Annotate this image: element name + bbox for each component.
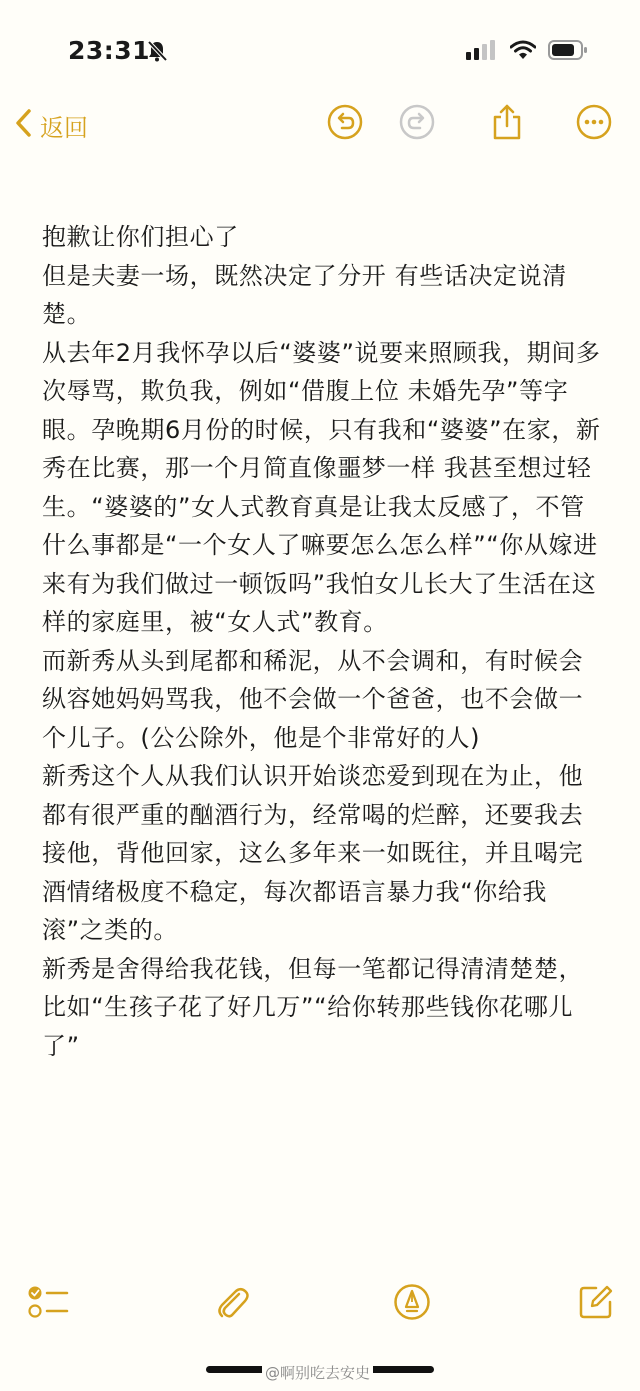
note-paragraph: 新秀这个人从我们认识开始谈恋爱到现在为止，他都有很严重的酗酒行为，经常喝的烂醉，还要我去接他，背他回家，这么多年来一如既往，并且喝完酒情绪极度不稳定，每次都语言暴力我“你给我滚”之类的。: [42, 762, 584, 944]
share-button[interactable]: [487, 104, 527, 144]
markup-button[interactable]: [390, 1282, 434, 1326]
status-bar: [0, 0, 640, 100]
note-body[interactable]: [42, 218, 602, 1065]
cellular-signal-icon: [466, 40, 498, 64]
note-paragraph: 新秀是舍得给我花钱，但每一笔都记得清清楚楚，比如“生孩子花了好几万”“给你转那些钱你花哪儿了”: [42, 954, 584, 1060]
note-paragraph: 抱歉让你们担心了: [42, 223, 239, 251]
checklist-button[interactable]: [26, 1282, 70, 1326]
wifi-icon: [510, 40, 536, 64]
redo-button[interactable]: [397, 104, 437, 144]
back-button[interactable]: [14, 100, 88, 150]
chevron-left-icon: [14, 108, 32, 142]
attachment-button[interactable]: [210, 1282, 254, 1326]
undo-icon: [327, 104, 363, 144]
compose-button[interactable]: [574, 1282, 618, 1326]
more-options-button[interactable]: [574, 104, 614, 144]
compose-icon: [577, 1283, 615, 1325]
share-icon: [490, 103, 524, 145]
note-paragraph: 但是夫妻一场，既然决定了分开 有些话决定说清楚。: [42, 261, 567, 328]
navigation-bar: [0, 100, 640, 155]
bell-slash-icon: [146, 40, 168, 66]
battery-icon: [548, 40, 588, 64]
redo-icon: [399, 104, 435, 144]
note-paragraph: 而新秀从头到尾都和稀泥，从不会调和，有时候会纵容她妈妈骂我，他不会做一个爸爸，也不会做一个儿子。(公公除外，他是个非常好的人): [42, 646, 584, 752]
ellipsis-circle-icon: [576, 104, 612, 144]
paperclip-icon: [212, 1282, 252, 1326]
pen-tip-circle-icon: [393, 1283, 431, 1325]
note-paragraph: 从去年2月我怀孕以后“婆婆”说要来照顾我，期间多次辱骂，欺负我，例如“借腹上位 未婚先孕”等字眼。孕晚期6月份的时候，只有我和“婆婆”在家，新秀在比赛，那一个月简直像噩梦一样 我甚至想过轻生。“婆婆的”女人式教育真是让我太反感了，不管什么事都是“一个女人了嘛要怎么怎么样”“你从嫁进来有为我们做过一顿饭吗”我怕女儿长大了生活在这样的家庭里，被“女人式”教育。: [42, 338, 601, 636]
checklist-icon: [27, 1284, 69, 1324]
back-label: 返回: [40, 113, 88, 142]
undo-button[interactable]: [325, 104, 365, 144]
status-time: 23:31: [68, 36, 151, 65]
watermark: @啊别吃去安史: [262, 1362, 373, 1383]
